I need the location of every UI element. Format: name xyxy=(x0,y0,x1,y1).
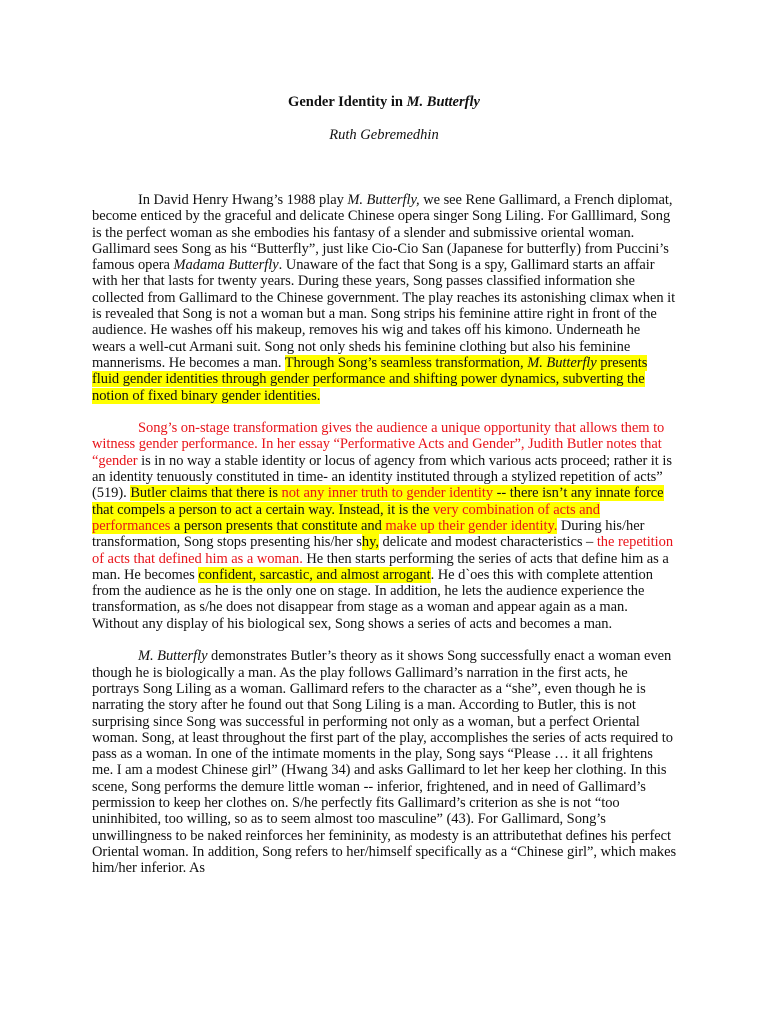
paragraph-1: In David Henry Hwang’s 1988 play M. Butterfly, we see Rene Gallimard, a French diplomat, become enticed by the graceful and delicate Chinese opera singer Song Liling. For Galllimard, Song is the perfect woman as she embodies his fantasy of a slender and submissive oriental woman. Gallimard sees Song as his “Butterfly”, just like Cio-Cio San (Japanese for butterfly) from Puccini’s famous opera Madama Butterfly. Unaware of the fact that Song is a spy, Gallimard starts an affair with her that lasts for twenty years. During these years, Song passes classified information she collected from Gallimard to the Chinese government. The play reaches its astonishing climax when it is revealed that Song is not a woman but a man. Song strips his feminine attire right in front of the audience. He washes off his makeup, removes his wig and takes off his kimono. Underneath he wears a well-cut Armani suit. Song not only sheds his feminine clothing but also his feminine mannerisms. He becomes a man. Through Song’s seamless transformation, M. Butterfly presents fluid gender identities through gender performance and shifting power dynamics, subverting the notion of fixed binary gender identities. xyxy=(92,192,676,404)
author-name: Ruth Gebremedhin xyxy=(329,127,439,143)
essay-body xyxy=(92,192,677,876)
title-text: Gender Identity in xyxy=(288,94,407,110)
highlighted-thesis: Through Song’s seamless transformation, M. Butterfly presents fluid gender identities through gender performance and shifting power dynamics, subverting the notion of fixed binary gender identities. xyxy=(92,354,648,404)
document-title xyxy=(0,92,768,112)
title-italic-text: M. Butterfly xyxy=(406,94,480,110)
paragraph-3: M. Butterfly demonstrates Butler’s theory as it shows Song successfully enact a woman even though he is biologically a man. As the play follows Gallimard’s narration in the first acts, he portrays Song Liling as a woman. Gallimard refers to the character as a “she”, even though he is narrating the story after he found out that Song Liling is a man. According to Butler, this is not surprising since Song was successful in performing not only as a woman, but a perfect Oriental woman. Song, at least throughout the first part of the play, accomplishes the series of acts required to pass as a woman. In one of the intimate moments in the play, Song says “Please … it all frightens me. I am a modest Chinese girl” (Hwang 34) and asks Gallimard to let her keep her clothing. In this scene, Song performs the demure little woman -- inferior, frightened, and in need of Gallimard’s permission to keep her clothes on. S/he perfectly fits Gallimard’s criterion as she is not “too uninhibited, too willing, so as to seem almost too masculine” (43). For Gallimard, Song’s unwillingness to be naked reinforces her femininity, as modesty is an attributethat defines his perfect Oriental woman. In addition, Song refers to her/himself specifically as a “Chinese girl”, which makes him/her inferior. As xyxy=(92,648,677,877)
paragraph-2: Song’s on-stage transformation gives the audience a unique opportunity that allows them to witness gender performance. In her essay “Performative Acts and Gender”, Judith Butler notes that “gender is in no way a stable identity or locus of agency from which various acts proceed; rather it is an identity tenuously constituted in time- an identity instituted through a stylized repetition of acts” (519). Butler claims that there is not any inner truth to gender identity -- there isn’t any innate force that compels a person to act a certain way. Instead, it is the very combination of acts and performances a person presents that constitute and make up their gender identity. During his/her transformation, Song stops presenting his/her shy, delicate and modest characteristics – the repetition of acts that defined him as a woman. He then starts performing the series of acts that define him as a man. He becomes confident, sarcastic, and almost arrogant. He d`oes this with complete attention from the audience as he is the only one on stage. In addition, he lets the audience experience the transformation, as s/he does not disappear from stage as a woman and appear again as a man. Without any display of his biological sex, Song shows a series of acts and becomes a man. xyxy=(92,420,674,632)
